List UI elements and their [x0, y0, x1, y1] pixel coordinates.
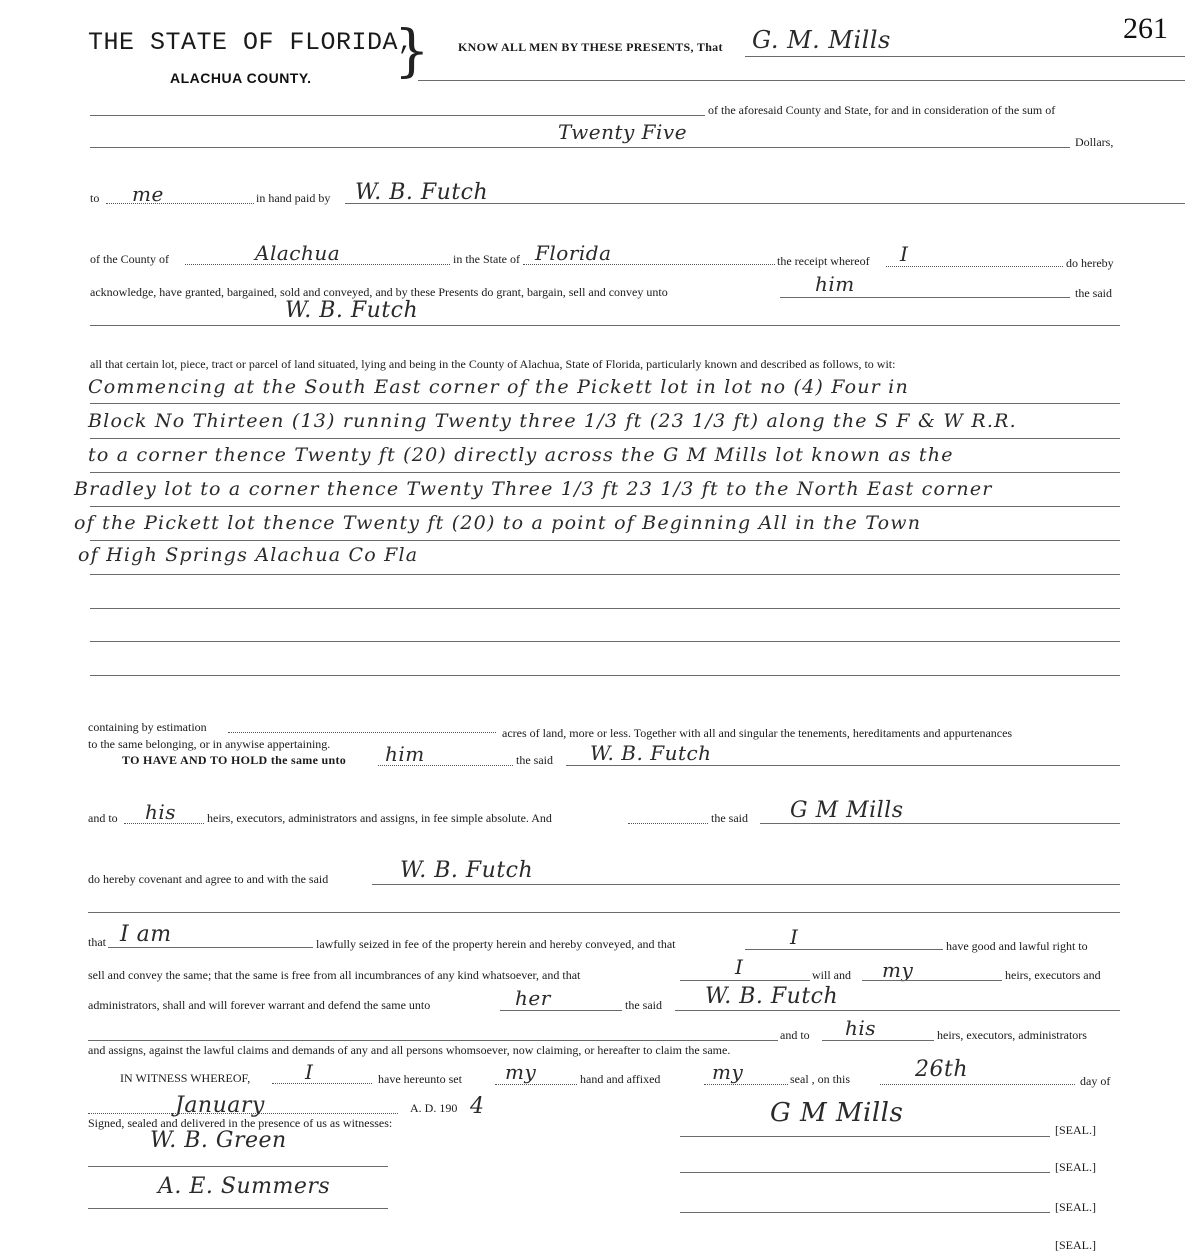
witness-i: I: [305, 1060, 314, 1084]
text-in-state-of: in the State of: [453, 252, 520, 266]
text-and-assigns: and assigns, against the lawful claims and demands of any and all persons whomsoever, now claiming, or hereafter to claim the same.: [88, 1043, 731, 1057]
text-acknowledge: acknowledge, have granted, bargained, sold and conveyed, and by these Presents do grant, bargain, sell and convey unto: [90, 285, 668, 299]
text-dollars: Dollars,: [1075, 135, 1114, 149]
rule-seal-1: [680, 1136, 1050, 1137]
rule-and: [628, 823, 708, 824]
rule-my-heirs: [862, 980, 1002, 981]
text-same-belonging: to the same belonging, or in anywise appertaining.: [88, 737, 331, 751]
text-lawfully-seized: lawfully seized in fee of the property herein and hereby conveyed, and that: [316, 937, 676, 951]
text-aforesaid: of the aforesaid County and State, for and in consideration of the sum of: [708, 103, 1056, 117]
rule-desc-8: [90, 641, 1120, 642]
witness-1: W. B. Green: [150, 1128, 287, 1153]
text-do-hereby: do hereby: [1066, 256, 1114, 270]
rule-i-have: [745, 949, 943, 950]
text-signed-sealed: Signed, sealed and delivered in the presence of us as witnesses:: [88, 1116, 393, 1130]
text-receipt: the receipt whereof: [777, 254, 870, 268]
text-containing: containing by estimation: [88, 720, 207, 734]
rule-grantee: [90, 325, 1120, 326]
text-day-of: day of: [1080, 1074, 1111, 1088]
text-in-hand-paid-by: in hand paid by: [256, 191, 331, 205]
covenant-with: W. B. Futch: [400, 858, 534, 883]
rule-header-2: [418, 80, 1185, 81]
rule-unto-have: [378, 765, 513, 766]
said-defend: W. B. Futch: [705, 984, 839, 1009]
rule-that-i-am: [108, 947, 313, 948]
text-hand-affixed: hand and affixed: [580, 1072, 661, 1086]
year-digit: 4: [470, 1094, 485, 1119]
text-good-and-lawful: have good and lawful right to: [946, 939, 1088, 953]
text-the-said-2: the said: [516, 753, 553, 767]
rule-covenant-2: [88, 912, 1120, 913]
text-covenant: do hereby covenant and agree to and with the said: [88, 872, 329, 886]
paid-by: W. B. Futch: [355, 180, 489, 205]
description-line-6: of High Springs Alachua Co Fla: [78, 544, 419, 566]
text-and-to-2: and to: [780, 1028, 810, 1042]
rule-and-to-heirs: [124, 823, 204, 824]
text-the-said-4: the said: [625, 998, 662, 1012]
unto-have: him: [385, 742, 425, 766]
description-line-4: Bradley lot to a corner thence Twenty Three 1/3 ft 23 1/3 ft to the North East corner: [74, 478, 993, 500]
rule-said-have: [566, 765, 1120, 766]
text-seal-on-this: seal , on this: [790, 1072, 850, 1086]
that-i: I: [735, 955, 744, 979]
rule-witness-1: [88, 1166, 388, 1167]
rule-county: [185, 264, 450, 265]
receipt-pronoun: I: [900, 242, 909, 266]
text-heirs-executors-and: heirs, executors and: [1005, 968, 1101, 982]
text-heirs-exec-admin: heirs, executors, administrators: [937, 1028, 1087, 1042]
rule-month: [88, 1113, 398, 1114]
rule-paid-by: [345, 203, 1185, 204]
rule-desc-4: [90, 506, 1120, 507]
text-to: to: [90, 191, 100, 205]
day-handwritten: 26th: [915, 1057, 969, 1082]
sum-amount: Twenty Five: [558, 120, 688, 144]
text-that: that: [88, 935, 106, 949]
description-line-5: of the Pickett lot thence Twenty ft (20) to a point of Beginning All in the Town: [74, 512, 922, 534]
text-will-and: will and: [812, 968, 851, 982]
description-line-2: Block No Thirteen (13) running Twenty three 1/3 ft (23 1/3 ft) along the S F & W R.R.: [88, 410, 1017, 432]
state-handwritten: Florida: [535, 241, 612, 265]
text-heirs-fee-simple: heirs, executors, administrators and assigns, in fee simple absolute. And: [207, 811, 552, 825]
text-and-to-1: and to: [88, 811, 118, 825]
witness-2: A. E. Summers: [158, 1174, 331, 1199]
text-all-that-certain: all that certain lot, piece, tract or parcel of land situated, lying and being in the County of Alachua, State of Florida, particularly known and described as follows, to wit:: [90, 357, 896, 371]
text-the-said-3: the said: [711, 811, 748, 825]
rule-receipt: [886, 266, 1063, 267]
rule-sum: [90, 147, 1070, 148]
page-number: 261: [1123, 12, 1168, 45]
month-handwritten: January: [175, 1093, 265, 1118]
rule-my-hand: [495, 1084, 577, 1085]
rule-witness-2: [88, 1208, 388, 1209]
rule-acres: [228, 732, 496, 733]
text-to-have: TO HAVE AND TO HOLD the same unto: [122, 753, 347, 767]
text-ad: A. D. 190: [410, 1101, 458, 1115]
my-hand: my: [505, 1060, 537, 1084]
description-line-1: Commencing at the South East corner of the Pickett lot in lot no (4) Four in: [88, 376, 909, 398]
text-of-county: of the County of: [90, 252, 169, 266]
rule-desc-3: [90, 472, 1120, 473]
defend-unto: her: [515, 986, 551, 1010]
convey-unto: him: [815, 272, 855, 296]
rule-defend-unto: [500, 1010, 622, 1011]
and-to-assigns: his: [845, 1016, 877, 1040]
description-line-3: to a corner thence Twenty ft (20) directly across the G M Mills lot known as the: [88, 444, 954, 466]
rule-my-seal: [704, 1084, 788, 1085]
to-whom: me: [132, 182, 164, 206]
rule-line-1: [90, 115, 705, 116]
rule-day: [880, 1084, 1075, 1085]
brace-glyph: }: [394, 19, 430, 84]
rule-convey-unto: [780, 297, 1070, 298]
know-all-men: KNOW ALL MEN BY THESE PRESENTS, That: [458, 40, 723, 54]
signature: G M Mills: [770, 1098, 904, 1128]
rule-desc-2: [90, 438, 1120, 439]
rule-desc-6: [90, 574, 1120, 575]
and-to-heirs: his: [145, 800, 177, 824]
rule-witness-i: [272, 1083, 372, 1084]
said-have: W. B. Futch: [590, 741, 712, 765]
rule-and-to-2-blank: [88, 1040, 778, 1041]
my-heirs: my: [882, 958, 914, 982]
rule-covenant: [372, 884, 1120, 885]
text-acres: acres of land, more or less. Together with all and singular the tenements, hereditaments and appurtenances: [502, 726, 1013, 740]
county-handwritten: Alachua: [255, 241, 341, 265]
county-title: ALACHUA COUNTY.: [170, 70, 312, 86]
rule-seal-2: [680, 1172, 1050, 1173]
text-administrators-warrant: administrators, shall and will forever warrant and defend the same unto: [88, 998, 431, 1012]
text-in-witness: IN WITNESS WHEREOF,: [120, 1071, 251, 1085]
rule-desc-1: [90, 403, 1120, 404]
grantor-name: G. M. Mills: [752, 26, 891, 54]
rule-and-to-assigns: [822, 1040, 934, 1041]
rule-said-defend: [675, 1010, 1120, 1011]
rule-grantor: [745, 56, 1185, 57]
i-have: I: [790, 925, 799, 949]
state-title: THE STATE OF FLORIDA,: [88, 28, 414, 57]
text-have-hereunto: have hereunto set: [378, 1072, 462, 1086]
text-the-said-1: the said: [1075, 286, 1112, 300]
seal-1: [SEAL.]: [1055, 1123, 1096, 1137]
seal-2: [SEAL.]: [1055, 1160, 1096, 1174]
rule-desc-9: [90, 675, 1120, 676]
rule-to: [106, 203, 254, 204]
my-seal: my: [712, 1060, 744, 1084]
rule-state: [523, 264, 775, 265]
rule-said-and: [760, 823, 1120, 824]
seal-3: [SEAL.]: [1055, 1200, 1096, 1214]
seal-4: [SEAL.]: [1055, 1238, 1096, 1252]
grantee: W. B. Futch: [285, 298, 419, 323]
said-and: G M Mills: [790, 798, 904, 823]
rule-desc-5: [90, 540, 1120, 541]
rule-desc-7: [90, 608, 1120, 609]
rule-that-i: [680, 980, 810, 981]
text-sell-and-convey: sell and convey the same; that the same is free from all incumbrances of any kind whatsoever, and that: [88, 968, 581, 982]
rule-seal-3: [680, 1212, 1050, 1213]
that-i-am: I am: [120, 922, 172, 947]
